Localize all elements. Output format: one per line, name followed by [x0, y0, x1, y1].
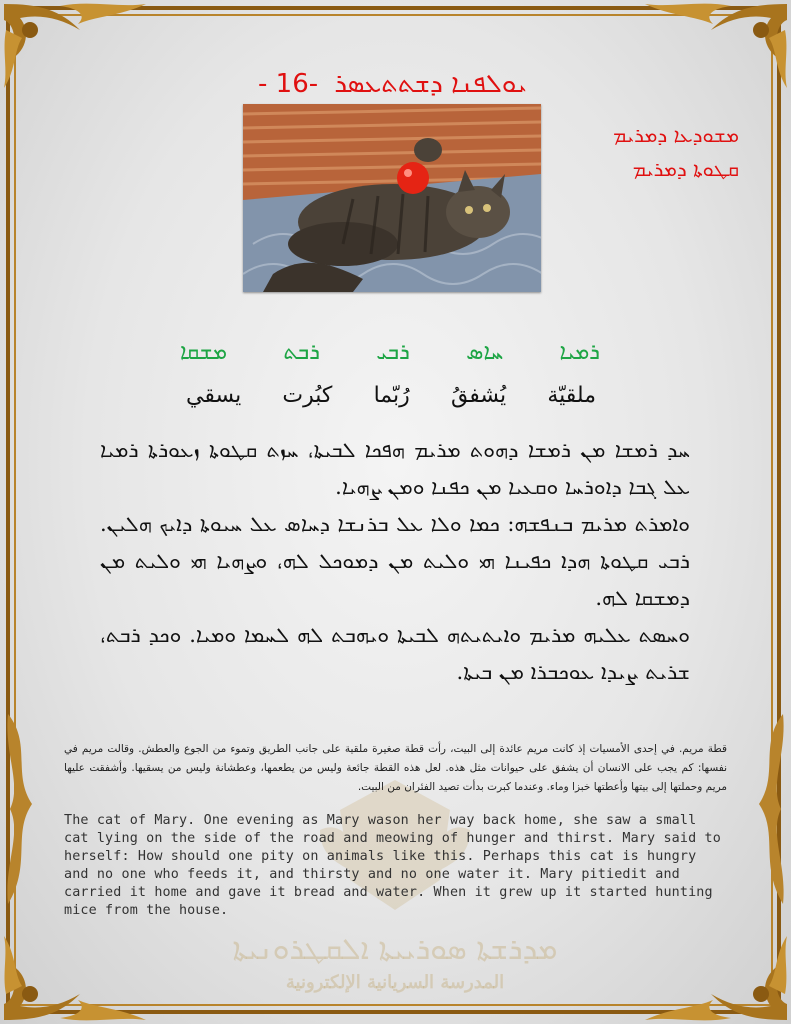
- syriac-paragraph: ܘܐܡܪܬ ܡܪܝܡ ܒܢܦܫܗ: ܟܡܐ ܘܠܐ ܥܠ ܒܪܢܫܐ ܕܚܐܣ ܥܠ ܚܝܘܬܐ ܕܐܝܟ ܗܠܝܢ. ܪܒܝ ܩܛܘܬܐ ܗܕܐ ܟܦܝܢܐ ܗܝ ܘܠܝܬ ܡܢ ܕܡܘܟܠ ܠܗ، ܘܨܗܝܐ ܗܝ ܘܠܝܬ ܡܢ ܕܡܫܩܐ ܠܗ.: [100, 512, 690, 610]
- vocab-arabic-word: يسقي: [186, 383, 242, 408]
- syriac-paragraph: ܘܚܣܬ ܥܠܝܗ ܡܪܝܡ ܘܐܝܬܝܬܗ ܠܒܝܬܐ ܘܝܗܒܬ ܠܗ ܠܚܡܐ ܘܡܝܐ. ܘܟܕ ܪܒܬ، ܫܪܝܬ ܨܝܕܐ ܥܘܟܒܪܐ ܡܢ ܒܝܬܐ.: [100, 623, 690, 684]
- vocab-syriac-word: ܪܡܝܐ: [559, 340, 600, 365]
- corner-ornament-icon: [0, 0, 150, 90]
- english-translation: The cat of Mary. One evening as Mary wason her way back home, she saw a small cat lying on the side of the road and meowing of hunger and thirst. Mary said to herself: How should one pity on animals like this. Perhaps this cat is hungry and no one who feeds it, and thirsty and no one water it. Mary pitiedit and carried it home and gave it bread and water. When it grew up it started hunting mice from the house.: [64, 813, 721, 918]
- side-ornament-icon: [749, 714, 789, 904]
- side-ornament-icon: [2, 714, 42, 904]
- vocab-arabic-word: ملقيّة: [547, 383, 596, 408]
- side-title-line-2: ܩܛܘܬܐ ܕܡܪܝܡ: [632, 157, 739, 181]
- vocab-syriac-word: ܪܒܝ: [376, 340, 410, 365]
- side-title: [569, 118, 739, 186]
- lesson-title: [258, 64, 548, 104]
- vocabulary-syriac: [180, 340, 600, 370]
- lesson-title-syriac: ܝܘܠܦܢܐ ܕܫܬܬܥܣܪ: [334, 69, 527, 99]
- cat-photo: [243, 104, 541, 292]
- vocab-syriac-word: ܪܒܬ: [283, 340, 320, 365]
- side-title-line-1: ܡܫܘܕܥܐ ܕܡܪܝܡ: [613, 123, 739, 147]
- corner-ornament-icon: [641, 0, 791, 90]
- vocab-arabic-word: رُبّما: [373, 383, 410, 408]
- school-watermark: [200, 930, 590, 996]
- syriac-story: [100, 432, 690, 691]
- watermark-syriac: ܡܕܪܫܬܐ ܣܘܪܝܝܬܐ ܐܠܩܛܪܘܢܝܬܐ: [232, 932, 558, 967]
- vocab-arabic-word: يُشفقُ: [450, 383, 507, 408]
- vocabulary-arabic: [186, 383, 596, 419]
- arabic-translation: قطة مريم. في إحدى الأمسيات إذ كانت مريم عائدة إلى البيت، رأت قطة صغيرة ملقية على جانب الطريق وتموء من الجوع والعطش. وقالت مريم في نفسها: كم يجب على الانسان أن يشفق على حيوانات مثل هذه. لعل هذه القطة جائعة وليس من يطعمها، وعطشانة وليس من يسقيها. وأشفقت عليها مريم وحملتها إلى بيتها وأعطتها خبزا وماء. وعندما كبرت بدأت تصيد الفئران من البيت.: [64, 743, 727, 793]
- corner-ornament-icon: [0, 934, 150, 1024]
- lesson-number: - 16-: [258, 69, 319, 99]
- watermark-arabic: المدرسة السريانية الإلكترونية: [285, 972, 505, 993]
- vocab-syriac-word: ܡܫܩܐ: [180, 340, 228, 365]
- vocab-arabic-word: كبُرت: [282, 383, 333, 408]
- corner-ornament-icon: [641, 934, 791, 1024]
- syriac-paragraph: ܚܕ ܪܡܫܐ ܡܢ ܪܡܫܐ ܕܗܘܬ ܡܪܝܡ ܗܦܟܐ ܠܒܝܬܐ، ܚܙܬ ܩܛܘܬܐ ܙܥܘܪܬܐ ܪܡܝܐ ܥܠ ܓܒܐ ܕܐܘܪܚܐ ܘܩܥܝܐ ܡܢ ܟܦܢܐ ܘܡܢ ܨܗܝܐ.: [100, 438, 690, 499]
- vocab-syriac-word: ܚܐܣ: [466, 340, 504, 365]
